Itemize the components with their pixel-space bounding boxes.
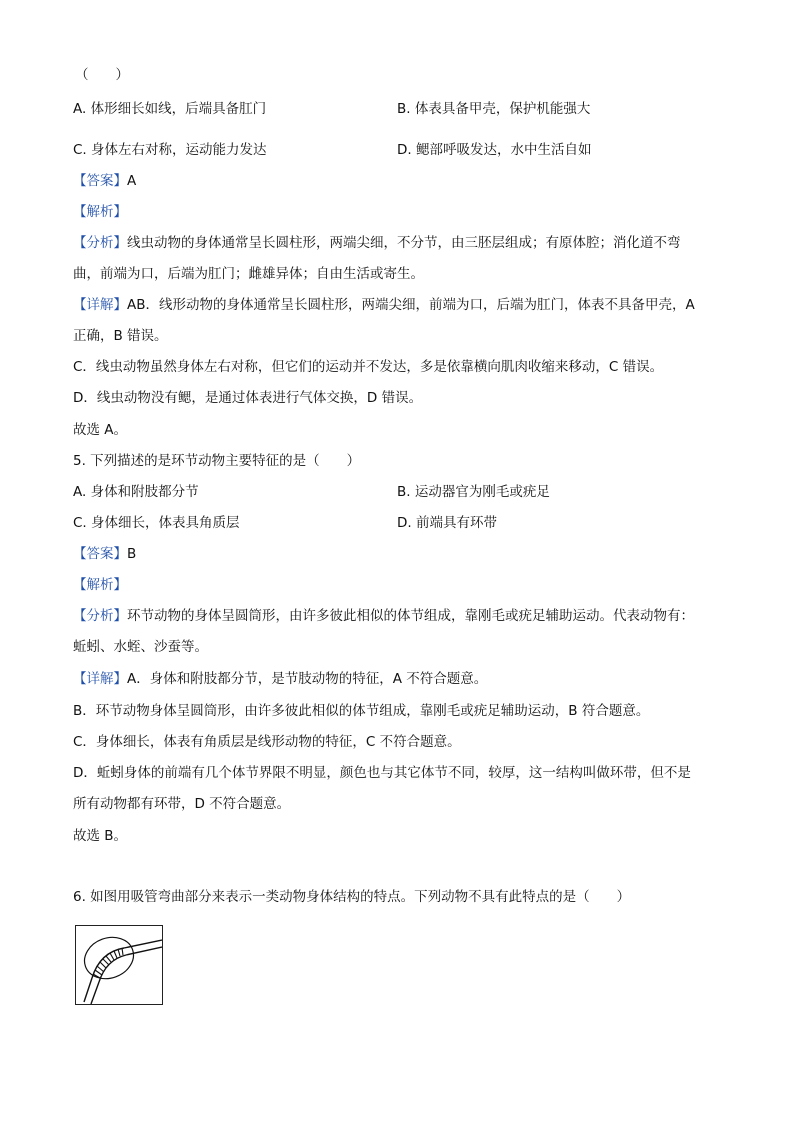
q4-option-d: D. 鳃部呼吸发达，水中生活自如: [397, 142, 592, 158]
q5-answer: B: [127, 546, 137, 562]
q4-fenxi-line2: 曲，前端为口，后端为肛门；雌雄异体；自由生活或寄生。: [73, 266, 424, 282]
fenxi-tag: 【分析】: [73, 608, 127, 624]
q4-paren: （ ）: [75, 67, 129, 83]
q5-option-b: B. 运动器官为刚毛或疣足: [397, 484, 550, 500]
q5-line-b: B．环节动物身体呈圆筒形，由许多彼此相似的体节组成，靠刚毛或疣足辅助运动，B 符合题意。: [73, 703, 650, 719]
q5-line-d2: 所有动物都有环带，D 不符合题意。: [73, 796, 291, 812]
q5-answer-line: [73, 545, 136, 563]
q4-answer-line: [73, 172, 136, 190]
q5-option-c: C. 身体细长，体表具角质层: [73, 515, 240, 531]
q4-analysis-tag: 【解析】: [73, 204, 127, 220]
q5-fenxi-line2: 蚯蚓、水蛭、沙蚕等。: [73, 639, 208, 655]
answer-tag: 【答案】: [73, 173, 127, 189]
q5-line-d1: D．蚯蚓身体的前端有几个体节界限不明显，颜色也与其它体节不同，较厚，这一结构叫做环带，但不是: [73, 765, 691, 781]
q4-conclusion: 故选 A。: [73, 422, 128, 438]
q4-xiangjie-line2: 正确，B 错误。: [73, 328, 168, 344]
q4-xiangjie-text: AB．线形动物的身体通常呈长圆柱形，两端尖细，前端为口，后端为肛门，体表不具备甲壳，A: [127, 297, 695, 313]
q4-answer: A: [127, 173, 137, 189]
q4-option-a: A. 体形细长如线，后端具备肛门: [73, 101, 267, 117]
q4-fenxi-text: 线虫动物的身体通常呈长圆柱形，两端尖细，不分节，由三胚层组成；有原体腔；消化道不弯: [127, 235, 681, 251]
q5-fenxi-text: 环节动物的身体呈圆筒形，由许多彼此相似的体节组成，靠刚毛或疣足辅助运动。代表动物有：: [127, 608, 694, 624]
q5-conclusion: 故选 B。: [73, 828, 128, 844]
q6-stem: 6. 如图用吸管弯曲部分来表示一类动物身体结构的特点。下列动物不具有此特点的是（ ）: [73, 889, 631, 905]
q4-line-d: D．线虫动物没有鳃，是通过体表进行气体交换，D 错误。: [73, 390, 423, 406]
q4-fenxi-line1: [73, 234, 681, 252]
q5-stem: 5. 下列描述的是环节动物主要特征的是（ ）: [73, 453, 361, 469]
q4-line-c: C．线虫动物虽然身体左右对称，但它们的运动并不发达，多是依靠横向肌肉收缩来移动，C 错误。: [73, 359, 664, 375]
xiangjie-tag: 【详解】: [73, 671, 127, 687]
q5-option-a: A. 身体和附肢都分节: [73, 484, 199, 500]
xiangjie-tag: 【详解】: [73, 297, 127, 313]
q5-option-d: D. 前端具有环带: [397, 515, 497, 531]
q4-xiangjie-line1: [73, 296, 695, 314]
answer-tag: 【答案】: [73, 546, 127, 562]
fenxi-tag: 【分析】: [73, 235, 127, 251]
q5-xiangjie-line1: [73, 670, 487, 688]
bent-straw-icon: [76, 926, 162, 1004]
q5-line-c: C．身体细长，体表有角质层是线形动物的特征，C 不符合题意。: [73, 734, 461, 750]
q4-option-c: C. 身体左右对称，运动能力发达: [73, 142, 267, 158]
q5-fenxi-line1: [73, 607, 694, 625]
q5-xiangjie-text: A．身体和附肢都分节，是节肢动物的特征，A 不符合题意。: [127, 671, 488, 687]
bent-straw-figure: [75, 925, 163, 1005]
q4-option-b: B. 体表具备甲壳，保护机能强大: [397, 101, 591, 117]
q5-analysis-tag: 【解析】: [73, 577, 127, 593]
